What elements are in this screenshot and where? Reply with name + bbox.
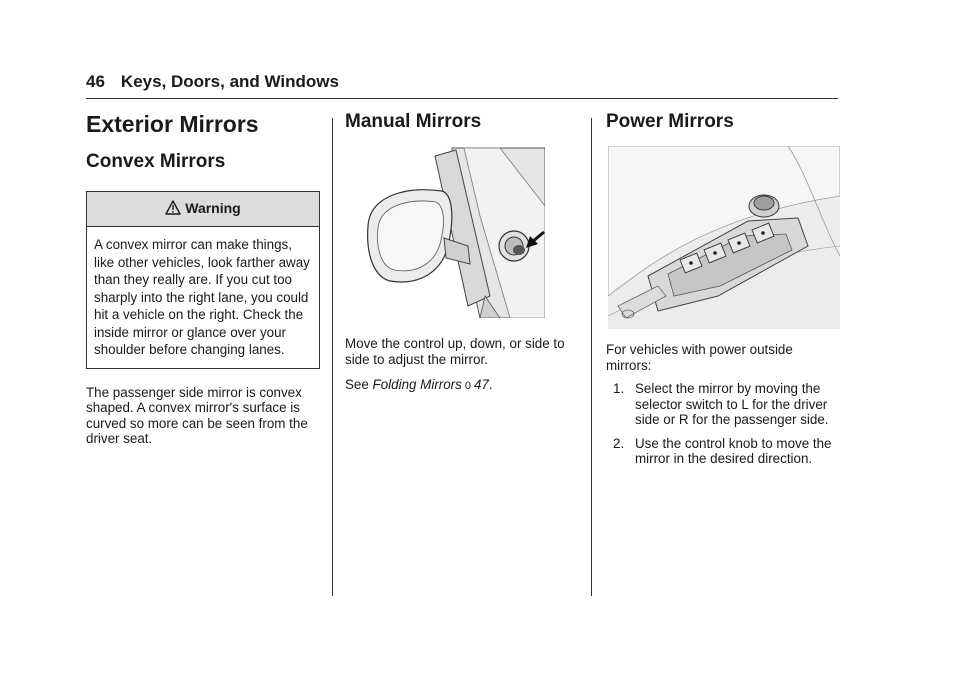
exterior-mirrors-heading: Exterior Mirrors	[86, 111, 259, 137]
power-mirrors-heading: Power Mirrors	[606, 111, 734, 132]
warning-box	[86, 191, 320, 369]
list-item: 1. Select the mirror by moving the selector switch to L for the driver side or R for the passenger side.	[613, 381, 829, 427]
manual-mirror-instruction: Move the control up, down, or side to side to adjust the mirror.	[345, 336, 565, 367]
convex-mirror-paragraph: The passenger side mirror is convex shaped. A convex mirror's surface is curved so more can be seen from the driver seat.	[86, 384, 308, 446]
folding-mirrors-link[interactable]: Folding Mirrors	[372, 377, 462, 392]
power-mirror-control-illustration	[608, 146, 840, 329]
column-power-mirrors	[606, 110, 841, 475]
manual-mirror-illustration	[360, 146, 545, 318]
section-title: Keys, Doors, and Windows	[120, 72, 339, 91]
see-reference: See Folding Mirrors 0 47.	[345, 377, 493, 392]
page-reference-icon: 0	[464, 380, 471, 392]
column-divider-2	[591, 118, 592, 596]
page-number: 46	[86, 72, 105, 91]
reference-page-number: 47	[473, 377, 489, 392]
warning-header	[87, 192, 319, 227]
column-exterior-mirrors	[86, 110, 320, 447]
power-mirror-steps	[606, 381, 841, 467]
header-rule	[86, 98, 838, 99]
column-manual-mirrors	[345, 110, 575, 395]
warning-text: A convex mirror can make things, like other vehicles, look farther away than they really are. If you cut too sharply into the right lane, you could hit a vehicle on the right. Check the inside mirror or glance over your shoulder before changing lanes.	[94, 237, 310, 357]
convex-mirrors-heading: Convex Mirrors	[86, 151, 226, 172]
warning-triangle-icon	[165, 200, 181, 218]
column-divider-1	[332, 118, 333, 596]
page-header	[86, 72, 339, 92]
warning-title: Warning	[185, 200, 241, 216]
list-item: 2. Use the control knob to move the mirror in the desired direction.	[613, 435, 832, 466]
power-mirror-intro: For vehicles with power outside mirrors:	[606, 342, 793, 373]
manual-mirrors-heading: Manual Mirrors	[345, 111, 482, 132]
